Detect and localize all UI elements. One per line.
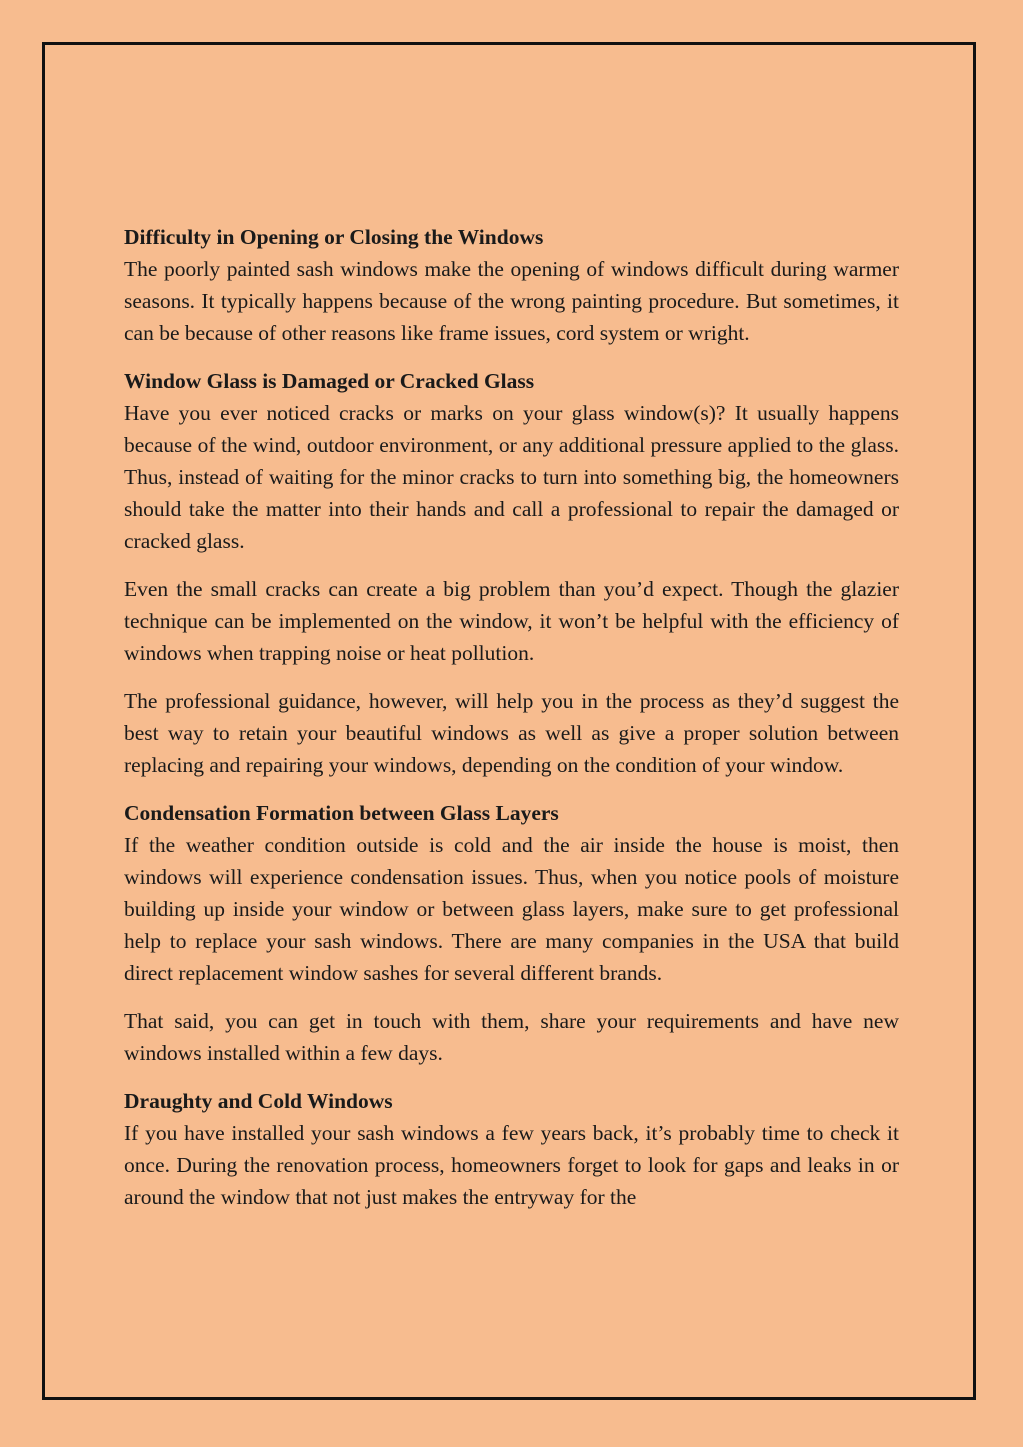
section-opening-closing (124, 221, 899, 349)
body-paragraph: That said, you can get in touch with them, share your requirements and have new windows installed within a few days. (124, 1009, 899, 1065)
section-draughty-windows (124, 1085, 899, 1213)
body-paragraph: If you have installed your sash windows a few years back, it’s probably time to check it once. During the renovation process, homeowners forget to look for gaps and leaks in or around the window that not just makes the entryway for the (124, 1121, 899, 1209)
section-condensation (124, 797, 899, 1069)
section-damaged-glass (124, 365, 899, 781)
body-paragraph: The poorly painted sash windows make the opening of windows difficult during warmer seasons. It typically happens because of the wrong painting procedure. But sometimes, it can be because of other reasons like frame issues, cord system or wright. (124, 257, 899, 345)
section-heading: Condensation Formation between Glass Layers (124, 801, 559, 825)
body-paragraph: Have you ever noticed cracks or marks on your glass window(s)? It usually happens because of the wind, outdoor environment, or any additional pressure applied to the glass. Thus, instead of waiting for the minor cracks to turn into something big, the homeowners should take the matter into their hands and call a professional to repair the damaged or cracked glass. (124, 401, 899, 553)
body-paragraph: If the weather condition outside is cold and the air inside the house is moist, then windows will experience condensation issues. Thus, when you notice pools of moisture building up inside your window or between glass layers, make sure to get professional help to replace your sash windows. There are many companies in the USA that build direct replacement window sashes for several different brands. (124, 833, 899, 985)
section-heading: Window Glass is Damaged or Cracked Glass (124, 369, 535, 393)
document-body (124, 221, 899, 1229)
body-paragraph: The professional guidance, however, will help you in the process as they’d suggest the best way to retain your beautiful windows as well as give a proper solution between replacing and repairing your windows, depending on the condition of your window. (124, 689, 899, 777)
body-paragraph: Even the small cracks can create a big problem than you’d expect. Though the glazier technique can be implemented on the window, it won’t be helpful with the efficiency of windows when trapping noise or heat pollution. (124, 577, 899, 665)
section-heading: Difficulty in Opening or Closing the Windows (124, 225, 544, 249)
section-heading: Draughty and Cold Windows (124, 1089, 393, 1113)
